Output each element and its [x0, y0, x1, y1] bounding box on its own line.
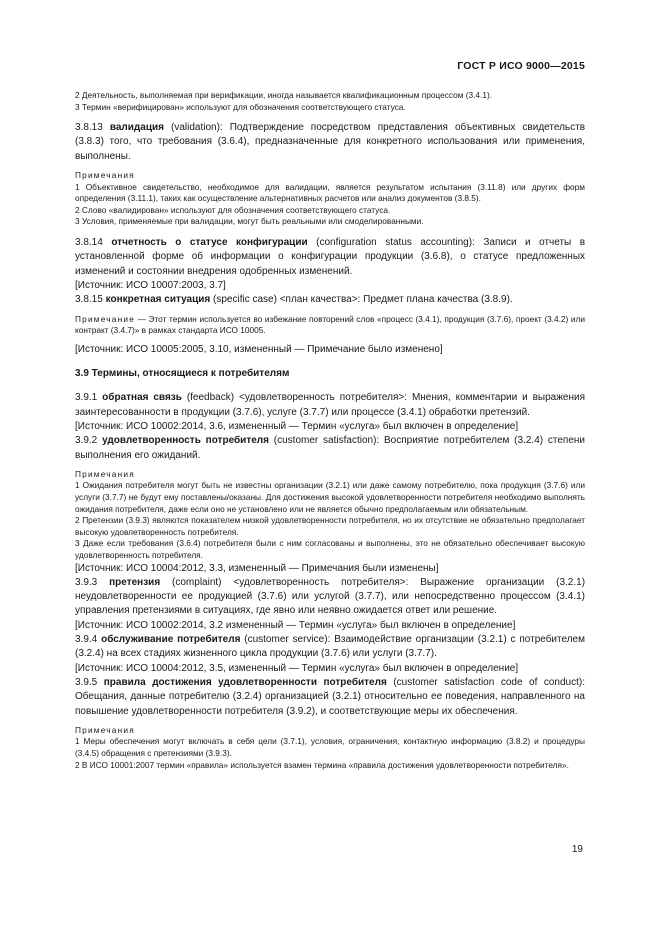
- term-name: удовлетворенность потребителя: [102, 435, 269, 447]
- page-number: 19: [571, 844, 583, 855]
- term-entry-3-8-13: 3.8.13 валидация (validation): Подтверждение посредством представления объективных свидетельств (3.8.3) того, что требования (3.6.4), предназначенные для конкретного использования или применения, выполнены.: [75, 122, 586, 162]
- notes-heading: Примечания: [75, 724, 135, 735]
- note-item: 1 Меры обеспечения могут включать в себя цели (3.7.1), условия, ограничения, контактную информацию (3.8.2) и процедуры (3.4.5) обращения с претензиями (3.9.3).: [75, 736, 585, 758]
- term-definition: Подтверждение посредством представления объективных свидетельств (3.8.3) того, что требования (3.6.4), предназначенные для конкретного использования или применения, выполнены.: [75, 122, 586, 162]
- term-entry-3-9-5: 3.9.5 правила достижения удовлетворенности потребителя (customer satisfaction code of conduct): Обещания, данные потребителю (3.2.4) организацией (3.2.1) относительно ее поведения, направленного на повышение удовлетворенности потребителя (3.9.2), и соответствующие меры их обеспечения.: [75, 676, 585, 717]
- note-item: 3 Условия, применяемые при валидации, могут быть реальными или смоделированными.: [75, 216, 424, 227]
- source-reference: [Источник: ИСО 10002:2014, 3.2 измененный — Термин «услуга» был включен в определение]: [75, 619, 516, 631]
- note-item: 1 Объективное свидетельство, необходимое для валидации, является результатом испытания (3.11.8) или других форм определения (3.11.1), таких как осуществление альтернативных расчетов или анализ документов (3.8.5).: [75, 181, 585, 204]
- term-definition: Выражение организации (3.2.1) неудовлетворенности ее продукцией (3.7.6) или услугой (3.7.7), или непосредственно процессом (3.4.1) управления претензиями в ситуациях, где явно или неявно ожидается ответ или решение.: [75, 576, 586, 617]
- term-definition: Предмет плана качества (3.8.9).: [363, 294, 513, 306]
- term-entry-3-9-2: 3.9.2 удовлетворенность потребителя (customer satisfaction): Восприятие потребителем (3.2.4) степени выполнения его ожиданий.: [75, 435, 586, 461]
- note-item: 2 Претензии (3.9.3) являются показателем низкой удовлетворенности потребителя, но их отсутствие не обязательно предполагает высокую удовлетворенность потребителя.: [75, 515, 585, 537]
- notes-heading: Примечания: [75, 468, 135, 479]
- term-entry-3-8-15: 3.8.15 конкретная ситуация (specific case) <план качества>: Предмет плана качества (3.8.9).: [75, 294, 513, 306]
- term-name: конкретная ситуация: [105, 294, 211, 306]
- note-item: 2 Деятельность, выполняемая при верификации, иногда называется квалификационным процессом (3.4.1).: [75, 90, 493, 100]
- term-name: правила достижения удовлетворенности потребителя: [103, 676, 387, 688]
- term-name: отчетность о статусе конфигурации: [111, 237, 308, 249]
- term-entry-3-8-14: 3.8.14 отчетность о статусе конфигурации (configuration status accounting): Записи и отчеты в установленной форме об информации о конфигурации продукции (3.6.8), о статусе предложенных изменений и состоянии внедрения одобренных изменений.: [75, 237, 586, 277]
- note-item: 3 Термин «верифицирован» используют для обозначения соответствующего статуса.: [75, 101, 406, 112]
- note-item: Примечание — Этот термин используется во избежание повторений слов «процесс (3.4.1), продукция (3.7.6), проект (3.4.2) или контракт (3.4.7)» в рамках стандарта ИСО 10005.: [75, 313, 585, 336]
- term-name: обслуживание потребителя: [101, 634, 241, 646]
- term-definition: Обещания, данные потребителю (3.2.4) организацией (3.2.1) относительно ее поведения, направленного на повышение удовлетворенности потребителя (3.9.2), и соответствующие меры их обеспечения.: [75, 691, 585, 717]
- term-name: валидация: [109, 122, 164, 134]
- term-name: обратная связь: [102, 392, 182, 404]
- term-definition: Восприятие потребителем (3.2.4) степени выполнения его ожиданий.: [75, 435, 586, 461]
- term-definition: Записи и отчеты в установленной форме об информации о конфигурации продукции (3.6.8), о статусе предложенных изменений и состоянии внедрения одобренных изменений.: [75, 237, 586, 277]
- term-name: претензия: [109, 576, 161, 588]
- source-reference: [Источник: ИСО 10004:2012, 3.3, измененный — Примечания были изменены]: [75, 562, 439, 574]
- standard-header: ГОСТ Р ИСО 9000—2015: [457, 60, 585, 72]
- source-reference: [Источник: ИСО 10004:2012, 3.5, измененный — Термин «услуга» был включен в определение]: [75, 662, 519, 674]
- note-item: 2 Слово «валидирован» используют для обозначения соответствующего статуса.: [75, 204, 391, 215]
- term-definition: Взаимодействие организации (3.2.1) с потребителем (3.2.4) на всех стадиях жизненного цикла продукции (3.7.6) или услуги (3.7.7).: [75, 634, 585, 660]
- section-heading: 3.9 Термины, относящиеся к потребителям: [75, 368, 290, 380]
- note-item: 1 Ожидания потребителя могут быть не известны организации (3.2.1) или даже самому потребителю, пока продукция (3.7.6) или услуги (3.7.7) не будут ему поставлены/оказаны. Для достижения высокой удовлетворенности потребителя необходимо выполнять ожидания потребителя, даже если оно не установлено или не является обычно предполагаемым или обязательным.: [75, 480, 585, 514]
- notes-heading: Примечания: [75, 170, 135, 181]
- source-reference: [Источник: ИСО 10002:2014, 3.6, измененный — Термин «услуга» был включен в определение]: [75, 420, 519, 432]
- note-item: 2 В ИСО 10001:2007 термин «правила» используется взамен термина «правила достижения удовлетворенности потребителя».: [75, 759, 569, 770]
- term-entry-3-9-3: 3.9.3 претензия (complaint) <удовлетворенность потребителя>: Выражение организации (3.2.1) неудовлетворенности ее продукцией (3.7.6) или услугой (3.7.7), или непосредственно процессом (3.4.1) управления претензиями в ситуациях, где явно или неявно ожидается ответ или решение.: [75, 576, 586, 617]
- term-definition: Мнения, комментарии и выражения заинтересованности в продукции (3.7.6), услуге (3.7.7) или процессе (3.4.1) обработки претензий.: [75, 392, 586, 418]
- term-entry-3-9-1: 3.9.1 обратная связь (feedback) <удовлетворенность потребителя>: Мнения, комментарии и выражения заинтересованности в продукции (3.7.6), услуге (3.7.7) или процессе (3.4.1) обработки претензий.: [75, 392, 586, 418]
- page-content: [75, 90, 585, 771]
- source-reference: [Источник: ИСО 10007:2003, 3.7]: [75, 279, 226, 291]
- source-reference: [Источник: ИСО 10005:2005, 3.10, измененный — Примечание было изменено]: [75, 343, 443, 355]
- term-entry-3-9-4: 3.9.4 обслуживание потребителя (customer service): Взаимодействие организации (3.2.1) с потребителем (3.2.4) на всех стадиях жизненного цикла продукции (3.7.6) или услуги (3.7.7).: [75, 634, 585, 660]
- note-item: 3 Даже если требования (3.6.4) потребителя были с ним согласованы и выполнены, это не обязательно обеспечивает высокую удовлетворенность потребителя.: [75, 538, 585, 560]
